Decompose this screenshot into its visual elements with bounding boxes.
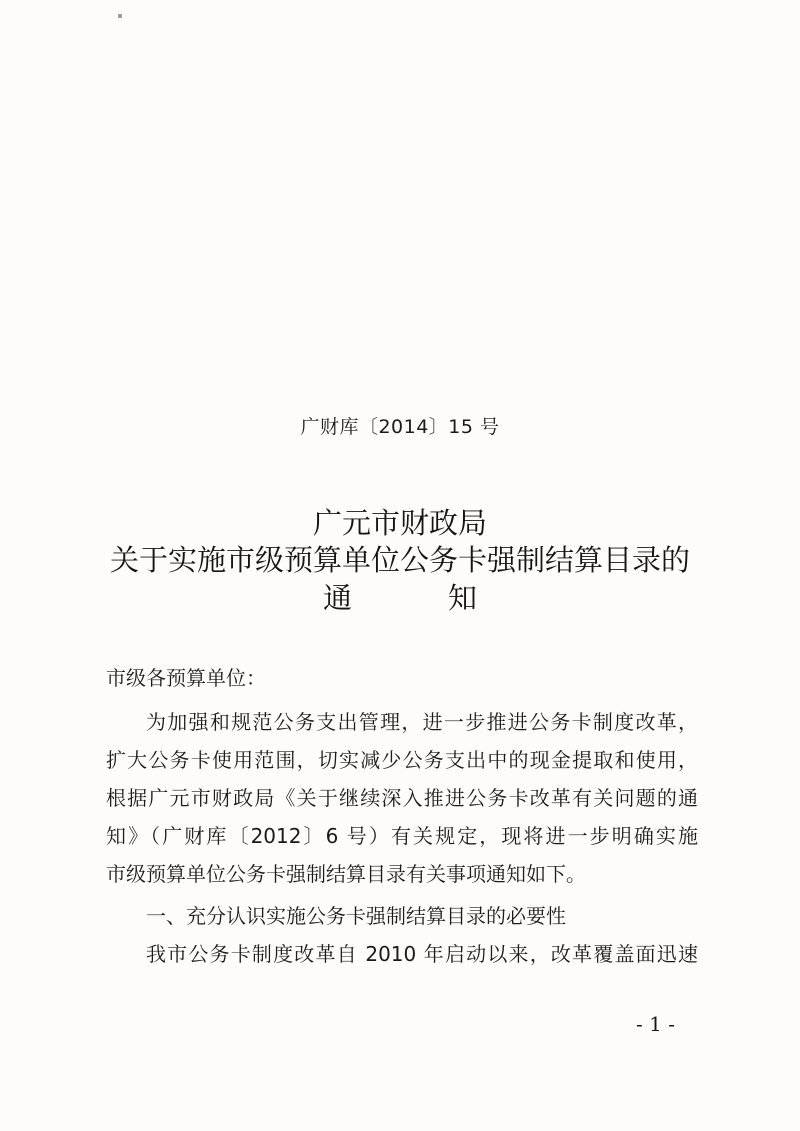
title-notice-char-1: 通 bbox=[322, 581, 352, 615]
title-notice bbox=[0, 580, 800, 616]
document-number: 广财库〔2014〕15 号 bbox=[300, 416, 500, 438]
body-line: 知》（广财库〔2012〕6 号）有关规定，现将进一步明确实施 bbox=[106, 824, 698, 848]
body-line: 市级预算单位公务卡强制结算目录有关事项通知如下。 bbox=[106, 862, 586, 886]
page-number: - 1 - bbox=[636, 1012, 675, 1036]
salutation: 市级各预算单位： bbox=[106, 666, 266, 690]
body-line: 根据广元市财政局《关于继续深入推进公务卡改革有关问题的通 bbox=[106, 786, 698, 810]
body-line: 我市公务卡制度改革自 2010 年启动以来，改革覆盖面迅速 bbox=[146, 942, 698, 966]
scan-speck bbox=[118, 14, 122, 18]
title-subject: 关于实施市级预算单位公务卡强制结算目录的 bbox=[109, 543, 690, 577]
title-notice-char-2: 知 bbox=[448, 581, 478, 615]
title-issuer: 广元市财政局 bbox=[312, 506, 487, 540]
section-heading: 一、充分认识实施公务卡强制结算目录的必要性 bbox=[146, 904, 566, 928]
body-line: 为加强和规范公务支出管理，进一步推进公务卡制度改革， bbox=[146, 710, 698, 734]
body-line: 扩大公务卡使用范围，切实减少公务支出中的现金提取和使用， bbox=[106, 748, 698, 772]
